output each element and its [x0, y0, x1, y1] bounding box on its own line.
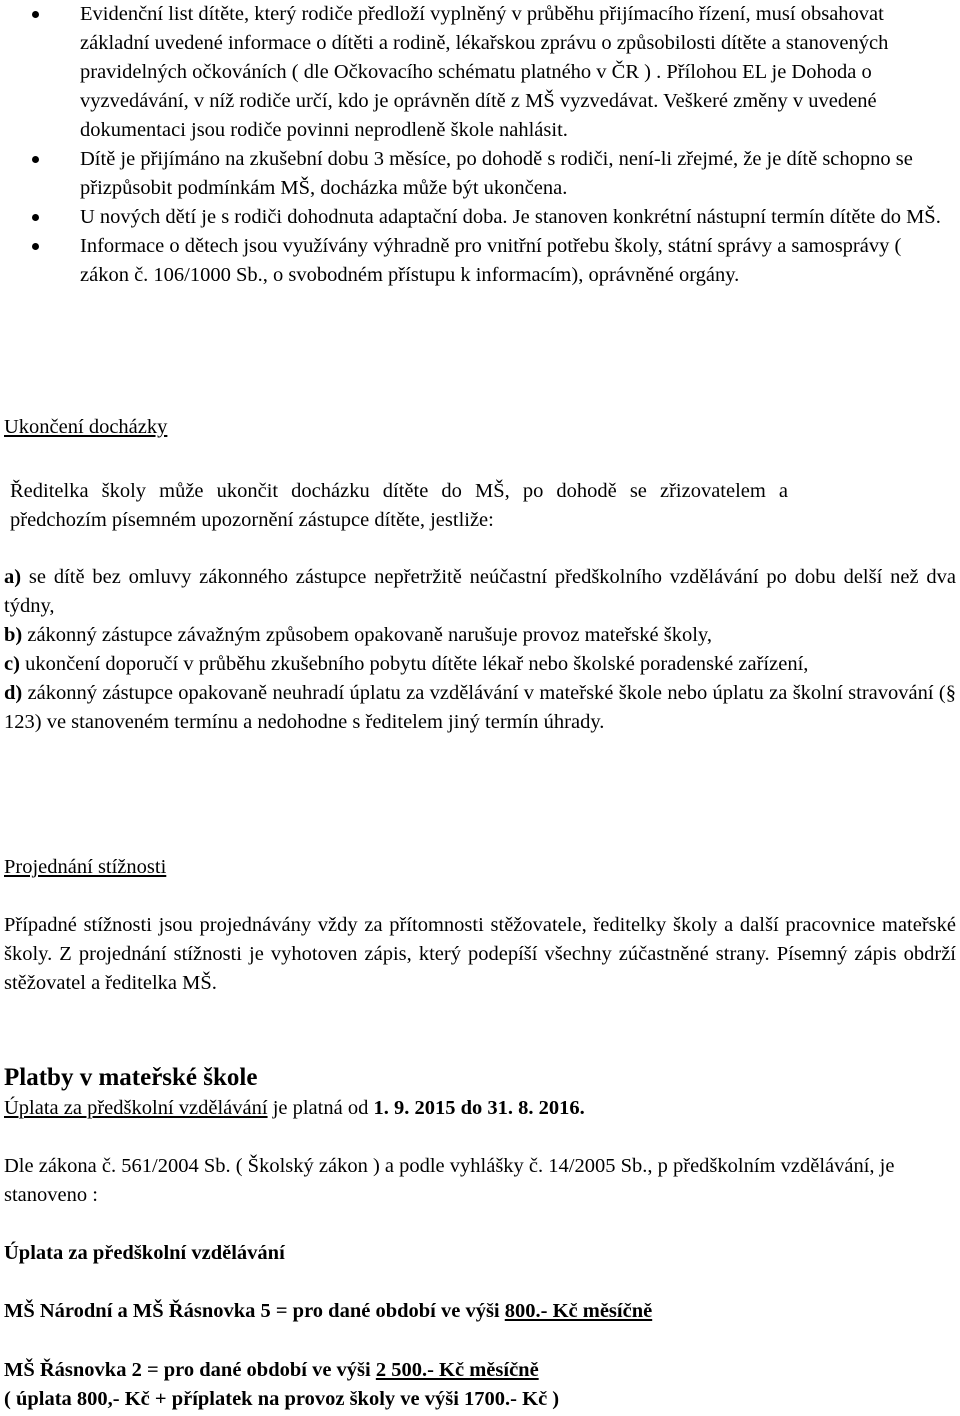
- item-text: zákonný zástupce závažným způsobem opakovaně narušuje provoz mateřské školy,: [22, 624, 712, 646]
- bullet-icon: [32, 11, 39, 18]
- fee-rasnovka2-amount: 2 500.- Kč měsíčně: [375, 1359, 539, 1381]
- item-text: zákonný zástupce opakovaně neuhradí úplatu za vzdělávání v mateřské škole nebo úplatu za školní stravování (§ 123) ve stanoveném termínu a nedohodne s ředitelem jiný termín úhrady.: [4, 682, 956, 733]
- fee-rasnovka2-note: [4, 1385, 956, 1414]
- fee-rasnovka2: [4, 1356, 956, 1385]
- bullet-text: Evidenční list dítěte, který rodiče předloží vyplněný v průběhu přijímacího řízení, musí obsahovat základní uvedené informace o dítěti a rodině, lékařskou zprávu o způsobilosti dítěte a stanovených pravidelných očkováních ( dle Očkovacího schématu platného v ČR ) . Přílohou EL je Dohoda o vyzvedávání, v níž rodiče určí, kdo je oprávněn dítě z MŠ vyzvedávat. Veškeré změny v uvedené dokumentaci jsou rodiče povinni neprodleně škole nahlásit.: [80, 3, 889, 141]
- item-text: ukončení doporučí v průběhu zkušebního pobytu dítěte lékař nebo školské poradenské zařízení,: [19, 653, 809, 675]
- law-reference: Dle zákona č. 561/2004 Sb. ( Školský zákon ) a podle vyhlášky č. 14/2005 Sb., p předškolním vzdělávání, je stanoveno :: [4, 1155, 895, 1206]
- fee-narodni-label: MŠ Národní a MŠ Řásnovka 5 = pro dané období ve výši: [4, 1300, 505, 1322]
- subheading-text: Úplata za předškolní vzdělávání: [4, 1242, 285, 1264]
- ukonceni-conditions: [4, 563, 956, 737]
- list-item: [0, 0, 960, 145]
- section-heading-ukonceni: Ukončení docházky: [4, 416, 168, 438]
- validity-dates: 1. 9. 2015 do 31. 8. 2016.: [373, 1097, 585, 1119]
- fee-narodni-amount: 800.- Kč měsíčně: [504, 1300, 653, 1322]
- list-item: [0, 145, 960, 203]
- section-heading-stiznosti: Projednání stížnosti: [4, 856, 167, 878]
- bullet-icon: [32, 243, 39, 250]
- fee-note-text: ( úplata 800,- Kč + příplatek na provoz školy ve výši 1700.- Kč ): [4, 1388, 560, 1410]
- list-item: [0, 232, 960, 290]
- admission-bullet-list: [0, 0, 960, 290]
- item-letter: d): [4, 682, 23, 704]
- bullet-text: U nových dětí je s rodiči dohodnuta adaptační doba. Je stanoven konkrétní nástupní termín dítěte do MŠ.: [80, 206, 941, 228]
- ukonceni-intro: Ředitelka školy může ukončit docházku dítěte do MŠ, po dohodě se zřizovatelem a předchozím písemném upozornění zástupce dítěte, jestliže:: [10, 480, 788, 531]
- list-item: [4, 563, 956, 621]
- list-item: [0, 203, 960, 232]
- bullet-text: Dítě je přijímáno na zkušební dobu 3 měsíce, po dohodě s rodiči, není-li zřejmé, že je dítě schopno se přizpůsobit podmínkám MŠ, docházka může být ukončena.: [80, 148, 913, 199]
- validity-mid: je platná od: [267, 1097, 374, 1119]
- bullet-icon: [32, 156, 39, 163]
- item-letter: a): [4, 566, 22, 588]
- bullet-text: Informace o dětech jsou využívány výhradně pro vnitřní potřebu školy, státní správy a samosprávy ( zákon č. 106/1000 Sb., o svobodném přístupu k informacím), oprávněné orgány.: [80, 235, 902, 286]
- validity-line: [4, 1094, 956, 1123]
- list-item: [4, 621, 956, 650]
- fee-narodni: [4, 1297, 956, 1326]
- stiznosti-text: Případné stížnosti jsou projednávány vždy za přítomnosti stěžovatele, ředitelky školy a další pracovnice mateřské školy. Z projednání stížnosti je vyhotoven zápis, který podepíší všechny zúčastněné strany. Písemný zápis obdrží stěžovatel a ředitelka MŠ.: [4, 914, 956, 994]
- item-letter: b): [4, 624, 23, 646]
- validity-label: Úplata za předškolní vzdělávání: [4, 1097, 268, 1119]
- list-item: [4, 650, 956, 679]
- item-letter: c): [4, 653, 20, 675]
- item-text: se dítě bez omluvy zákonného zástupce nepřetržitě neúčastní předškolního vzdělávání po dobu delší než dva týdny,: [4, 566, 956, 617]
- page-title-platby: Platby v mateřské škole: [4, 1064, 258, 1091]
- bullet-icon: [32, 214, 39, 221]
- list-item: [4, 679, 956, 737]
- subheading-uplata: [4, 1239, 956, 1268]
- fee-rasnovka2-label: MŠ Řásnovka 2 = pro dané období ve výši: [4, 1359, 376, 1381]
